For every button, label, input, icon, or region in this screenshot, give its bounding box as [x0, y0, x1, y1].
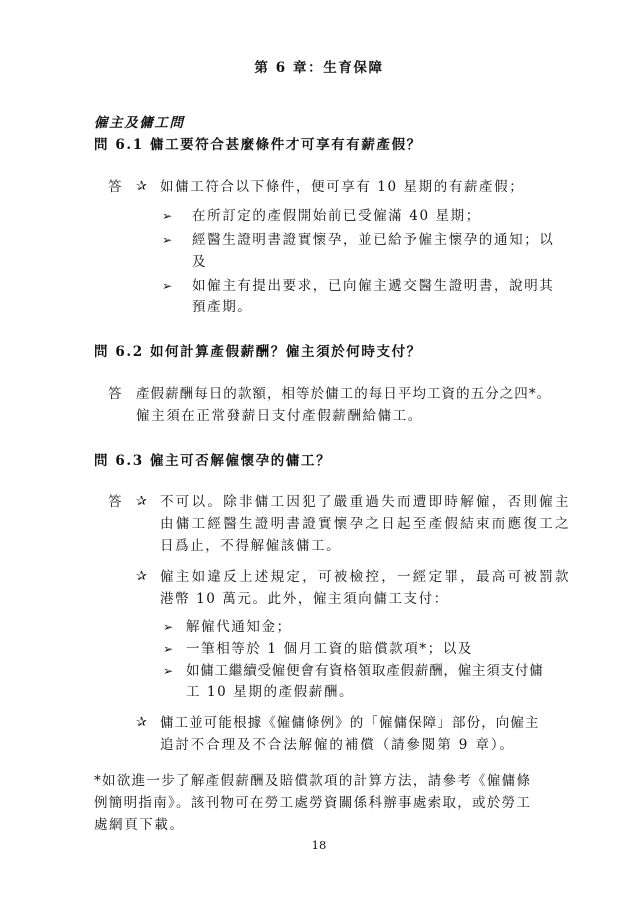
- q3-para3-line: 追討不合理及不合法解僱的補償（請參閱第 9 章）。: [160, 737, 515, 753]
- q3-para1-line: 不可以。除非傭工因犯了嚴重過失而遭即時解僱，否則僱主: [160, 494, 571, 510]
- section-title: 僱主及傭工問: [94, 115, 185, 131]
- arrow-bullet-icon: ➢: [162, 233, 174, 247]
- q3-para1-line: 日爲止，不得解僱該傭工。: [160, 538, 342, 554]
- q1-item: 經醫生證明書證實懷孕，並已給予僱主懷孕的通知；以: [192, 232, 555, 248]
- q3-sub-item: 一筆相等於 1 個月工資的賠償款項*；以及: [186, 641, 474, 657]
- q3-sub-item: 解僱代通知金；: [186, 619, 292, 635]
- q1-item: 在所訂定的產假開始前已受僱滿 40 星期；: [192, 208, 481, 224]
- star-bullet-icon: ✰: [136, 569, 149, 584]
- star-bullet-icon: ✰: [136, 494, 149, 509]
- q3-para2-line: 僱主如違反上述規定，可被檢控，一經定罪，最高可被罰款: [160, 569, 571, 585]
- q1-item-cont: 預產期。: [192, 299, 253, 315]
- q3-para1-line: 由傭工經醫生證明書證實懷孕之日起至產假結束而應復工之: [160, 516, 571, 532]
- q3-sub-item-cont: 工 10 星期的產假薪酬。: [186, 684, 355, 700]
- arrow-bullet-icon: ➢: [162, 209, 174, 223]
- arrow-bullet-icon: ➢: [163, 642, 175, 656]
- star-bullet-icon: ✰: [136, 179, 149, 194]
- chapter-title: 第 6 章：生育保障: [254, 60, 384, 76]
- q3-para2-line: 港幣 10 萬元。此外，僱主須向傭工支付：: [160, 591, 449, 607]
- q1-lead: 如傭工符合以下條件，便可享有 10 星期的有薪產假；: [160, 179, 525, 195]
- footnote-line: 例簡明指南》。該刊物可在勞工處勞資關係科辦事處索取，或於勞工: [94, 795, 532, 811]
- arrow-bullet-icon: ➢: [163, 620, 175, 634]
- q3-para3-line: 傭工並可能根據《僱傭條例》的「僱傭保障」部份，向僱主: [160, 715, 540, 731]
- answer-marker: 答: [108, 386, 124, 402]
- answer-marker: 答: [108, 494, 124, 510]
- q1-item-cont: 及: [192, 254, 208, 270]
- q2-answer-line: 產假薪酬每日的款額，相等於傭工的每日平均工資的五分之四*。: [136, 386, 552, 402]
- footnote-line: *如欲進一步了解產假薪酬及賠償款項的計算方法，請參考《僱傭條: [94, 773, 532, 789]
- footnote-line: 處網頁下載。: [94, 817, 185, 833]
- q1-item: 如僱主有提出要求，已向僱主遞交醫生證明書，說明其: [192, 278, 555, 294]
- q3-sub-item: 如傭工繼續受僱便會有資格領取產假薪酬，僱主須支付傭: [186, 663, 544, 679]
- arrow-bullet-icon: ➢: [163, 664, 175, 678]
- question-6-3: 問 6.3 僱主可否解僱懷孕的傭工？: [94, 453, 332, 469]
- question-6-2: 問 6.2 如何計算產假薪酬？僱主須於何時支付？: [94, 344, 422, 360]
- star-bullet-icon: ✰: [136, 715, 149, 730]
- answer-marker: 答: [108, 179, 124, 195]
- q2-answer-line: 僱主須在正常發薪日支付產假薪酬給傭工。: [136, 408, 423, 424]
- arrow-bullet-icon: ➢: [162, 279, 174, 293]
- question-6-1: 問 6.1 傭工要符合甚麼條件才可享有有薪產假？: [94, 137, 422, 153]
- page-number: 18: [311, 838, 327, 852]
